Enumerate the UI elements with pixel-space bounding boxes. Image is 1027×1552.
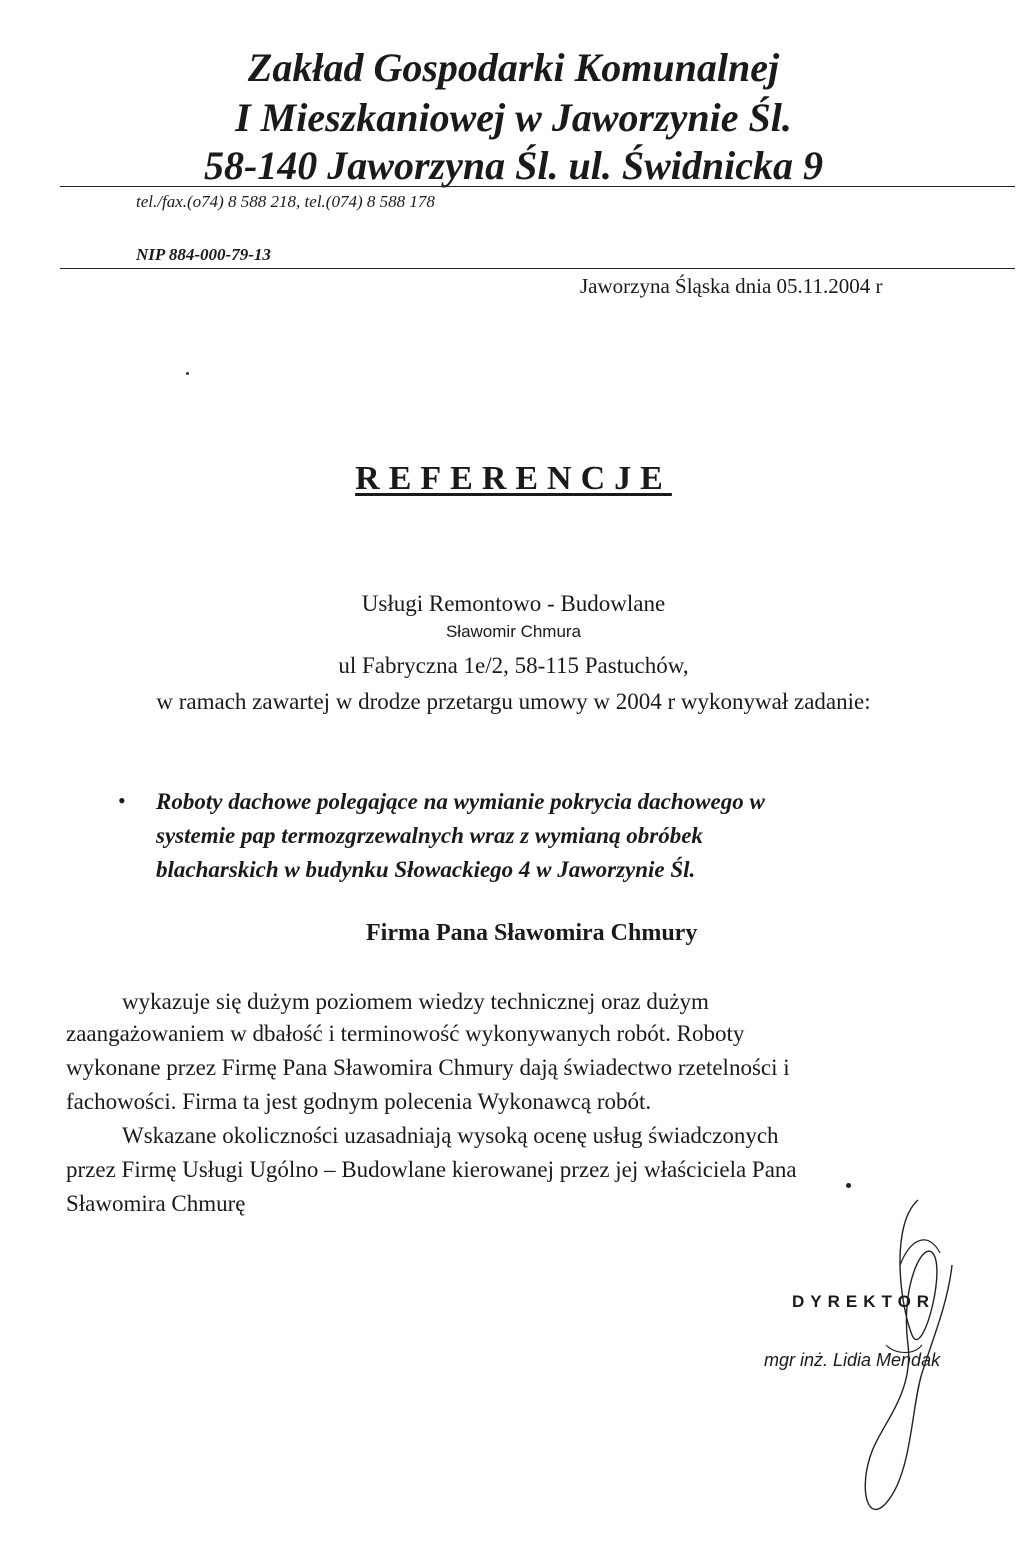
header-divider-1	[60, 186, 1015, 187]
stamp-title: DYREKTOR	[792, 1292, 936, 1311]
scan-speck	[186, 372, 189, 375]
bullet-marker: •	[118, 788, 126, 813]
nip-line: NIP 884-000-79-13	[136, 245, 271, 264]
paragraph1-line4: fachowości. Firma ta jest godnym polecenia Wykonawcą robót.	[66, 1089, 652, 1114]
handwritten-signature	[830, 1195, 970, 1525]
paragraph2-line3: Sławomira Chmurę	[66, 1191, 246, 1216]
paragraph1-line3: wykonane przez Firmę Pana Sławomira Chmury dają świadectwo rzetelności i	[66, 1055, 790, 1080]
signatory-name: mgr inż. Lidia Mendak	[764, 1350, 941, 1370]
paragraph2-line2: przez Firmę Usługi Ugólno – Budowlane kierowanej przez jej właściciela Pana	[66, 1157, 797, 1182]
date-line: Jaworzyna Śląska dnia 05.11.2004 r	[580, 274, 883, 298]
firm-heading: Firma Pana Sławomira Chmury	[366, 920, 698, 946]
scan-speck	[846, 1183, 851, 1188]
task-line-1: Roboty dachowe polegające na wymianie pokrycia dachowego w	[156, 789, 765, 814]
phone-line: tel./fax.(o74) 8 588 218, tel.(074) 8 588 178	[136, 192, 435, 211]
paragraph1-line1: wykazuje się dużym poziomem wiedzy technicznej oraz dużym	[122, 989, 709, 1014]
letterhead-line-1: Zakład Gospodarki Komunalnej	[247, 45, 780, 90]
document-title: REFERENCJE	[355, 460, 672, 497]
paragraph2-line1: Wskazane okoliczności uzasadniają wysoką ocenę usług świadczonych	[122, 1123, 779, 1148]
letterhead-line-2: I Mieszkaniowej w Jaworzynie Śl.	[235, 95, 792, 140]
task-line-2: systemie pap termozgrzewalnych wraz z wymianą obróbek	[156, 823, 703, 848]
paragraph1-line2: zaangażowaniem w dbałość i terminowość wykonywanych robót. Roboty	[66, 1021, 745, 1046]
header-divider-2	[60, 268, 1015, 269]
recipient-context: w ramach zawartej w drodze przetargu umowy w 2004 r wykonywał zadanie:	[156, 689, 871, 714]
recipient-person: Sławomir Chmura	[445, 622, 582, 641]
recipient-address: ul Fabryczna 1e/2, 58-115 Pastuchów,	[338, 653, 689, 678]
recipient-company: Usługi Remontowo - Budowlane	[361, 591, 666, 616]
letterhead-line-3: 58-140 Jaworzyna Śl. ul. Świdnicka 9	[203, 143, 823, 188]
task-line-3: blacharskich w budynku Słowackiego 4 w Jaworzynie Śl.	[156, 857, 696, 882]
